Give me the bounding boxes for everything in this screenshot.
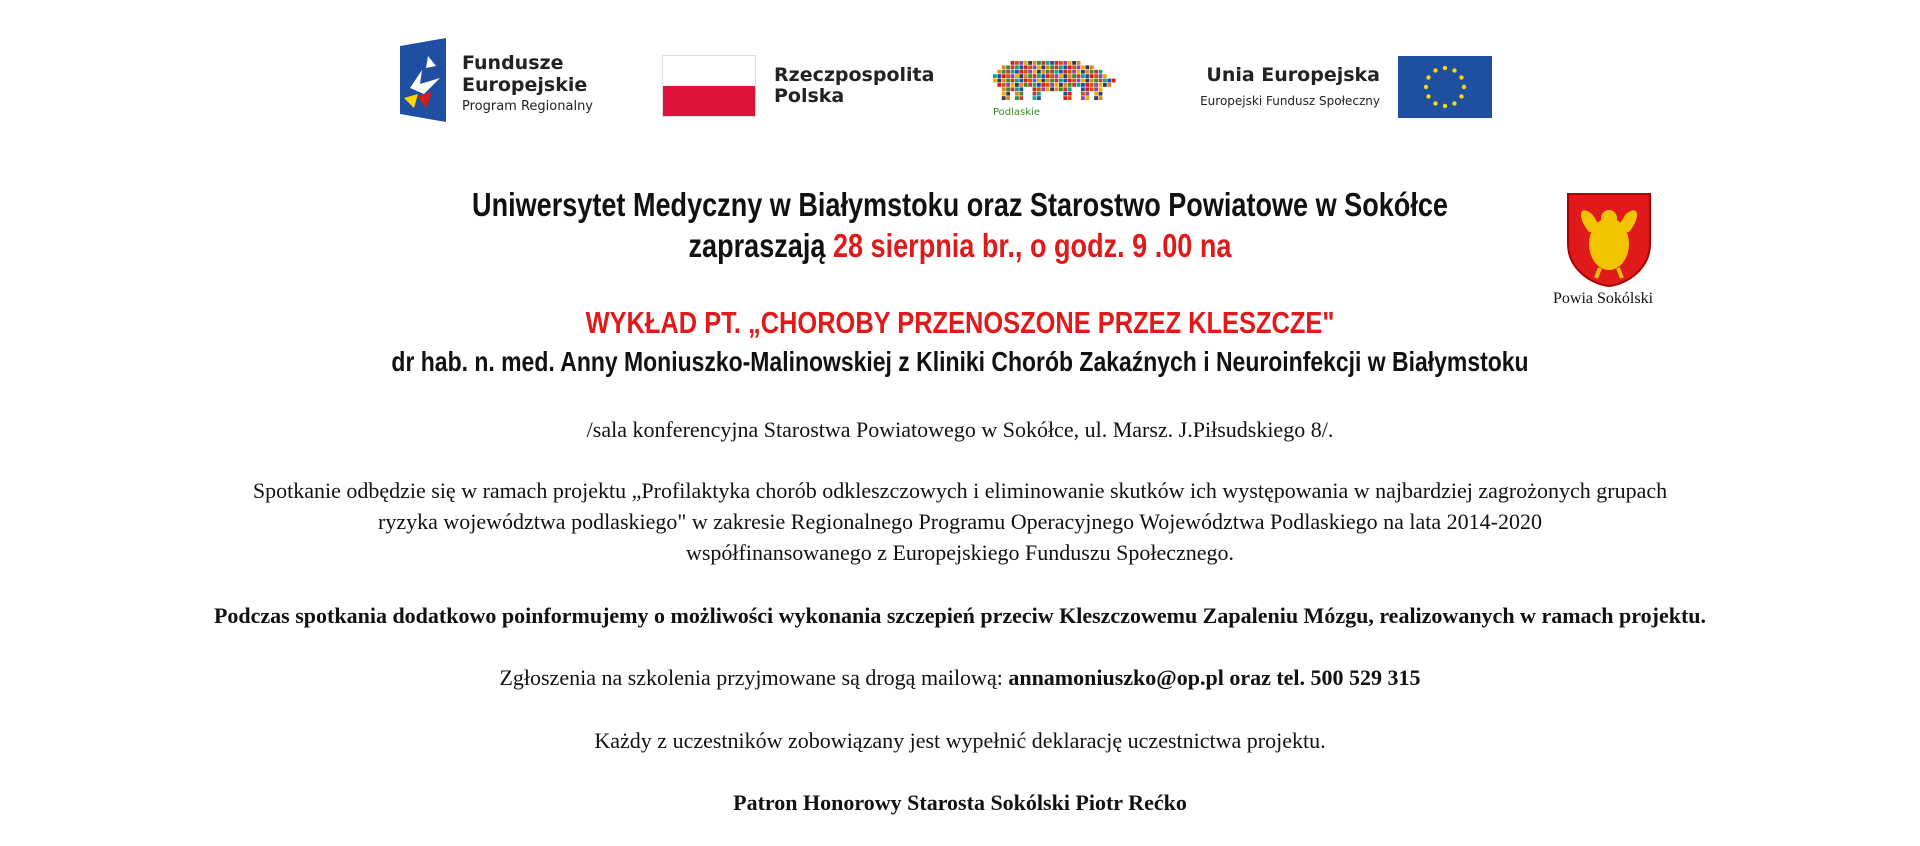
- bison-pixel: [1046, 87, 1050, 91]
- bison-pixel: [1072, 74, 1076, 78]
- bison-pixel: [1081, 87, 1085, 91]
- bison-pixel: [1068, 79, 1072, 83]
- bison-pixel: [1094, 87, 1098, 91]
- bison-pixel: [997, 74, 1001, 78]
- bison-pixel: [1028, 70, 1032, 74]
- fundusze-title: Fundusze Europejskie: [462, 52, 588, 96]
- bison-pixel: [1050, 79, 1054, 83]
- bison-pixel: [1090, 70, 1094, 74]
- unia-europejska-text: [1180, 56, 1380, 116]
- bison-pixel: [1024, 74, 1028, 78]
- bison-pixel: [1050, 87, 1054, 91]
- bison-pixel: [1085, 83, 1089, 87]
- bison-pixel: [1037, 92, 1041, 96]
- eu-star-icon: [1424, 85, 1428, 89]
- bison-pixel: [1015, 92, 1019, 96]
- bison-pixel: [1085, 65, 1089, 69]
- bison-pixel: [1099, 96, 1103, 100]
- project-line: ryzyka województwa podlaskiego" w zakresie Regionalnego Programu Operacyjnego Województwa Podlaskiego na lata 2014-2020: [378, 509, 1542, 534]
- invitation-date-line: [173, 227, 1747, 265]
- fundusze-europejskie-icon: [400, 38, 446, 122]
- bison-pixel: [1081, 74, 1085, 78]
- bison-pixel: [1015, 61, 1019, 65]
- bison-pixel: [1085, 74, 1089, 78]
- bison-pixel: [1002, 96, 1006, 100]
- bison-pixel: [1085, 87, 1089, 91]
- bison-pixel: [1033, 70, 1037, 74]
- lecture-title: WYKŁAD PT. „CHOROBY PRZENOSZONE PRZEZ KLESZCZE": [585, 305, 1335, 340]
- bison-pixel: [1077, 65, 1081, 69]
- bison-pixel: [997, 83, 1001, 87]
- rzeczpospolita-title: Rzeczpospolita Polska: [774, 64, 935, 107]
- bison-pixel: [1002, 83, 1006, 87]
- invitation-prefix: zapraszają: [688, 227, 833, 264]
- eu-star-icon: [1443, 104, 1447, 108]
- polish-flag-icon: [662, 55, 756, 117]
- bison-pixel: [1041, 74, 1045, 78]
- eu-star-icon: [1433, 101, 1437, 105]
- bison-pixel: [1063, 96, 1067, 100]
- bison-pixel: [1068, 65, 1072, 69]
- bison-pixel: [1112, 79, 1116, 83]
- bison-pixel: [1085, 70, 1089, 74]
- bison-pixel: [1059, 74, 1063, 78]
- bison-pixel: [1094, 92, 1098, 96]
- bison-pixel: [1033, 65, 1037, 69]
- bison-icon: [993, 55, 1119, 107]
- eu-star-icon: [1426, 94, 1430, 98]
- bison-pixel: [1041, 61, 1045, 65]
- bison-pixel: [1081, 65, 1085, 69]
- bison-pixel: [1006, 70, 1010, 74]
- bison-pixel: [1002, 74, 1006, 78]
- bison-pixel: [1050, 65, 1054, 69]
- bison-pixel: [1024, 70, 1028, 74]
- bison-pixel: [1055, 74, 1059, 78]
- bison-pixel: [1002, 87, 1006, 91]
- bison-pixel: [1072, 70, 1076, 74]
- eu-star-icon: [1443, 66, 1447, 70]
- bison-pixel: [1046, 61, 1050, 65]
- bison-pixel: [1024, 79, 1028, 83]
- bison-pixel: [1081, 92, 1085, 96]
- bison-pixel: [1055, 65, 1059, 69]
- bison-pixel: [1037, 87, 1041, 91]
- bison-pixel: [1033, 96, 1037, 100]
- project-description: [0, 475, 1920, 568]
- bison-pixel: [1063, 70, 1067, 74]
- bison-pixel: [1015, 70, 1019, 74]
- bison-pixel: [1063, 87, 1067, 91]
- bison-pixel: [1068, 92, 1072, 96]
- bison-pixel: [1019, 83, 1023, 87]
- eu-star-icon: [1459, 75, 1463, 79]
- bison-pixel: [1094, 79, 1098, 83]
- bison-pixel: [1090, 87, 1094, 91]
- bison-pixel: [1011, 83, 1015, 87]
- bison-pixel: [1037, 79, 1041, 83]
- bison-pixel: [1107, 83, 1111, 87]
- project-line: współfinansowanego z Europejskiego Funduszu Społecznego.: [685, 540, 1235, 565]
- bison-pixel: [1037, 70, 1041, 74]
- bison-pixel: [1019, 87, 1023, 91]
- vaccination-notice: Podczas spotkania dodatkowo poinformujemy o możliwości wykonania szczepień przeciw Kleszczowemu Zapaleniu Mózgu, realizowanych w ramach projektu.: [213, 603, 1707, 628]
- bison-pixel: [1037, 65, 1041, 69]
- fundusze-subtitle: Program Regionalny: [462, 99, 593, 114]
- bison-pixel: [1033, 79, 1037, 83]
- bison-pixel: [1063, 83, 1067, 87]
- bison-pixel: [1081, 96, 1085, 100]
- bison-pixel: [1072, 83, 1076, 87]
- patron-text: Patron Honorowy Starosta Sokólski Piotr Rećko: [733, 790, 1187, 815]
- bison-pixel: [1046, 65, 1050, 69]
- bison-pixel: [1063, 74, 1067, 78]
- bison-pixel: [1068, 83, 1072, 87]
- bison-pixel: [1081, 70, 1085, 74]
- bison-pixel: [1028, 65, 1032, 69]
- eu-star-icon: [1426, 75, 1430, 79]
- bison-pixel: [1019, 96, 1023, 100]
- bison-pixel: [1081, 83, 1085, 87]
- bison-pixel: [1002, 79, 1006, 83]
- bison-pixel: [1006, 96, 1010, 100]
- bison-pixel: [1033, 74, 1037, 78]
- bison-pixel: [1050, 74, 1054, 78]
- bison-pixel: [1094, 70, 1098, 74]
- bison-pixel: [1107, 79, 1111, 83]
- bison-pixel: [1103, 79, 1107, 83]
- bison-pixel: [1019, 61, 1023, 65]
- bison-pixel: [1015, 87, 1019, 91]
- bison-pixel: [1081, 79, 1085, 83]
- registration-text: [0, 662, 1920, 693]
- bison-pixel: [1046, 74, 1050, 78]
- bison-pixel: [1006, 83, 1010, 87]
- bison-pixel: [1072, 61, 1076, 65]
- bison-pixel: [1037, 96, 1041, 100]
- bison-pixel: [1015, 96, 1019, 100]
- bison-pixel: [1041, 83, 1045, 87]
- eu-flag-icon: [1398, 56, 1492, 118]
- eu-star-icon: [1459, 94, 1463, 98]
- bison-pixel: [1068, 70, 1072, 74]
- bison-pixel: [1050, 70, 1054, 74]
- bison-pixel: [1103, 74, 1107, 78]
- bison-pixel: [1024, 61, 1028, 65]
- bison-pixel: [1019, 74, 1023, 78]
- bison-pixel: [1011, 70, 1015, 74]
- bison-pixel: [1011, 79, 1015, 83]
- bison-pixel: [1072, 79, 1076, 83]
- bison-pixel: [1055, 83, 1059, 87]
- bison-pixel: [1059, 65, 1063, 69]
- bison-pixel: [997, 79, 1001, 83]
- coat-of-arms-label: Powia Sokólski: [1553, 290, 1654, 307]
- bison-pixel: [1006, 92, 1010, 96]
- bison-pixel: [1090, 65, 1094, 69]
- bison-pixel: [1050, 61, 1054, 65]
- bison-pixel: [1055, 61, 1059, 65]
- bison-pixel: [1015, 65, 1019, 69]
- bison-pixel: [1077, 79, 1081, 83]
- bison-pixel: [1033, 92, 1037, 96]
- bison-pixel: [1019, 92, 1023, 96]
- bison-pixel: [1099, 87, 1103, 91]
- bison-pixel: [1063, 79, 1067, 83]
- bison-pixel: [1019, 65, 1023, 69]
- bison-pixel: [1055, 70, 1059, 74]
- bison-pixel: [1019, 79, 1023, 83]
- bison-pixel: [1046, 70, 1050, 74]
- bison-pixel: [1024, 83, 1028, 87]
- eu-star-icon: [1452, 68, 1456, 72]
- bison-pixel: [1028, 83, 1032, 87]
- bison-pixel: [1019, 70, 1023, 74]
- bison-pixel: [1094, 96, 1098, 100]
- lecture-speaker: dr hab. n. med. Anny Moniuszko-Malinowskiej z Kliniki Chorób Zakaźnych i Neuroinfekcji w Białymstoku: [391, 346, 1529, 377]
- bison-pixel: [1068, 74, 1072, 78]
- bison-pixel: [1099, 92, 1103, 96]
- bison-pixel: [1011, 74, 1015, 78]
- bison-pixel: [1077, 70, 1081, 74]
- unia-title: Unia Europejska: [1206, 64, 1380, 86]
- bison-pixel: [1046, 83, 1050, 87]
- bison-pixel: [1063, 61, 1067, 65]
- bison-pixel: [1006, 74, 1010, 78]
- bison-pixel: [1011, 65, 1015, 69]
- bison-pixel: [1094, 74, 1098, 78]
- bison-pixel: [1002, 65, 1006, 69]
- bison-pixel: [1028, 79, 1032, 83]
- bison-pixel: [1011, 87, 1015, 91]
- bison-pixel: [1037, 61, 1041, 65]
- bison-pixel: [1006, 79, 1010, 83]
- bison-pixel: [1099, 83, 1103, 87]
- bison-pixel: [1028, 61, 1032, 65]
- bison-pixel: [1085, 79, 1089, 83]
- bison-pixel: [1033, 61, 1037, 65]
- bison-pixel: [1015, 83, 1019, 87]
- bison-pixel: [1015, 79, 1019, 83]
- bison-pixel: [1094, 83, 1098, 87]
- bison-pixel: [1085, 92, 1089, 96]
- bison-pixel: [1033, 83, 1037, 87]
- bison-pixel: [1077, 74, 1081, 78]
- logo-bar: [0, 0, 1920, 140]
- bison-pixel: [1068, 61, 1072, 65]
- bison-pixel: [1059, 70, 1063, 74]
- bison-pixel: [1072, 65, 1076, 69]
- bison-pixel: [1099, 70, 1103, 74]
- bison-pixel: [993, 79, 997, 83]
- bison-pixel: [1077, 61, 1081, 65]
- registration-prefix: Zgłoszenia na szkolenia przyjmowane są drogą mailową:: [499, 665, 1009, 690]
- bison-pixel: [1037, 83, 1041, 87]
- bison-pixel: [1099, 79, 1103, 83]
- bison-pixel: [1068, 87, 1072, 91]
- eu-star-icon: [1462, 85, 1466, 89]
- unia-subtitle: Europejski Fundusz Społeczny: [1200, 94, 1380, 108]
- bison-pixel: [1055, 87, 1059, 91]
- bison-pixel: [1103, 83, 1107, 87]
- event-date-time: 28 sierpnia br., o godz. 9 .00 na: [832, 227, 1232, 264]
- bison-pixel: [1041, 70, 1045, 74]
- bison-pixel: [1002, 70, 1006, 74]
- bison-pixel: [1063, 65, 1067, 69]
- bison-pixel: [1041, 65, 1045, 69]
- bison-pixel: [1090, 79, 1094, 83]
- bison-pixel: [1050, 83, 1054, 87]
- declaration-text: Każdy z uczestników zobowiązany jest wypełnić deklarację uczestnictwa projektu.: [594, 728, 1326, 753]
- bison-pixel: [1059, 83, 1063, 87]
- eu-star-icon: [1452, 101, 1456, 105]
- bison-pixel: [1090, 83, 1094, 87]
- bison-pixel: [1077, 83, 1081, 87]
- bison-pixel: [1015, 74, 1019, 78]
- bison-pixel: [1033, 87, 1037, 91]
- project-line: Spotkanie odbędzie się w ramach projektu „Profilaktyka chorób odkleszczowych i eliminowanie skutków ich występowania w najbardziej zagrożonych grupach: [252, 478, 1668, 503]
- invitation-heading: Uniwersytet Medyczny w Białymstoku oraz Starostwo Powiatowe w Sokółce: [472, 186, 1448, 223]
- bison-pixel: [1059, 61, 1063, 65]
- bison-pixel: [1046, 79, 1050, 83]
- bison-pixel: [1063, 92, 1067, 96]
- bison-pixel: [997, 70, 1001, 74]
- bison-pixel: [1028, 74, 1032, 78]
- bison-pixel: [1006, 65, 1010, 69]
- registration-contact: annamoniuszko@op.pl oraz tel. 500 529 315: [1008, 665, 1421, 690]
- venue-text: /sala konferencyjna Starostwa Powiatowego w Sokółce, ul. Marsz. J.Piłsudskiego 8/.: [586, 417, 1334, 442]
- bison-pixel: [1068, 96, 1072, 100]
- bison-pixel: [1059, 79, 1063, 83]
- bison-pixel: [1024, 65, 1028, 69]
- bison-pixel: [1011, 61, 1015, 65]
- podlaskie-label: Podlaskie: [993, 107, 1040, 118]
- bison-pixel: [1085, 96, 1089, 100]
- eu-star-icon: [1433, 68, 1437, 72]
- bison-pixel: [1002, 92, 1006, 96]
- bison-pixel: [1099, 74, 1103, 78]
- bison-pixel: [1006, 87, 1010, 91]
- bison-pixel: [1055, 79, 1059, 83]
- bison-pixel: [993, 74, 997, 78]
- bison-pixel: [1041, 79, 1045, 83]
- bison-pixel: [1041, 87, 1045, 91]
- bison-pixel: [1090, 74, 1094, 78]
- bison-pixel: [1037, 74, 1041, 78]
- bison-pixel: [1059, 87, 1063, 91]
